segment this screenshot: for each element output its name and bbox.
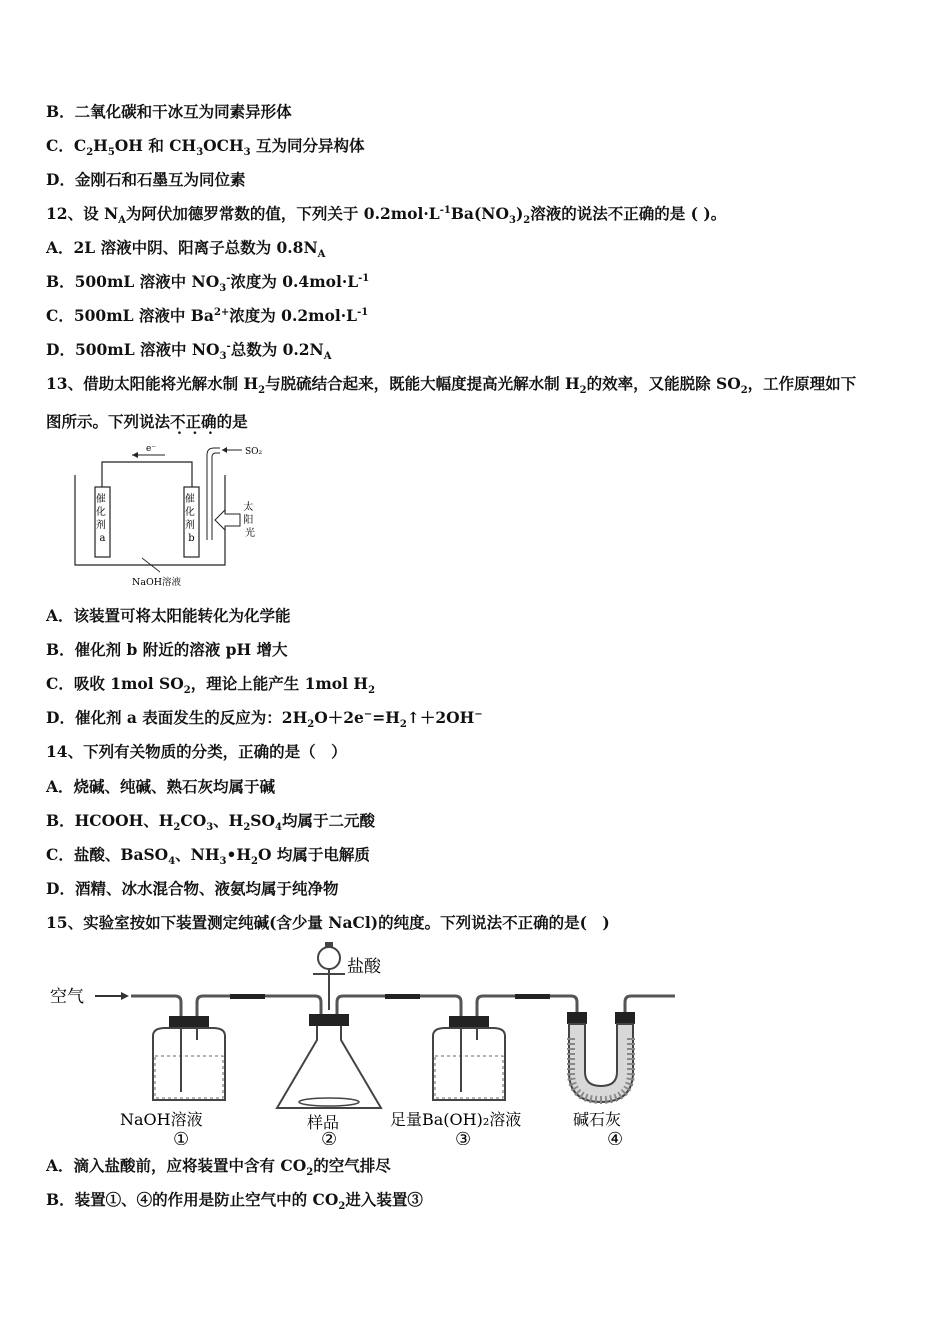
sunlight-arrow-icon [215,510,240,530]
q13-stem-line2: 图所示。下列说法不正确的是 [46,412,248,431]
q12-option-d: D．500mL 溶液中 $NO_3^-$总数为 $0.2N_A$ [46,340,332,363]
air-label: 空气 [50,987,84,1007]
q13-option-d: D．催化剂 a 表面发生的反应为：$2H_2O+2e^-=H_2↑+2OH^-$ [46,708,483,731]
svg-text:样品: 样品 [307,1113,340,1132]
svg-text:③: ③ [455,1129,472,1145]
q13-option-c: C．吸收 1mol $SO_2$，理论上能产生 1mol $H_2$ [46,674,376,697]
svg-text:催 化 剂 b: 催 化 剂 b [184,494,195,544]
svg-text:①: ① [173,1129,190,1145]
q15-option-a: A．滴入盐酸前，应将装置中含有 $CO_2$的空气排尽 [46,1156,391,1179]
q15-option-b: B．装置①、④的作用是防止空气中的 $CO_2$进入装置③ [46,1190,423,1213]
q12-option-c: C．500mL 溶液中 $Ba^{2+}$浓度为 $0.2mol\cdot L^{-1}$ [46,306,369,325]
q12-stem: 12、设 $N_A$为阿伏加德罗常数的值，下列关于 $0.2mol\cdot L^{-1}Ba(NO_3)_2$溶液的说法不正确的是 ( )。 [46,204,727,227]
acid-label: 盐酸 [347,957,381,977]
so2-label: SO₂ [245,447,263,457]
q11-option-b: B．二氧化碳和干冰互为同素异形体 [46,102,292,121]
q14-option-a: A．烧碱、纯碱、熟石灰均属于碱 [46,777,276,796]
bottle-3 [433,1016,505,1100]
q15-stem: 15、实验室按如下装置测定纯碱(含少量 NaCl)的纯度。下列说法不正确的是( ) [46,913,610,932]
electron-label: e⁻ [146,444,157,454]
q13-stem-line1: 13、借助太阳能将光解水制 $H_2$与脱硫结合起来，既能大幅度提高光解水制 $H_2$的效率，又能脱除 $SO_2$，工作原理如下 [46,374,857,397]
svg-text:催 化 剂 a: 催 化 剂 a [95,494,106,544]
q12-option-a: A．2L 溶液中阴、阳离子总数为 $0.8N_A$ [46,238,326,261]
apparatus-diagram [45,940,685,1149]
q14-option-d: D．酒精、冰水混合物、液氨均属于纯净物 [46,879,339,898]
q11-option-d: D．金刚石和石墨互为同位素 [46,170,246,189]
q13-option-a: A．该装置可将太阳能转化为化学能 [46,606,291,625]
flask-2 [277,942,382,1108]
q14-option-b: B．HCOOH、$H_2CO_3$、$H_2SO_4$均属于二元酸 [46,811,375,834]
q14-option-c: C．盐酸、BaSO$_4$、$NH_3•H_2O$ 均属于电解质 [46,845,370,868]
svg-text:碱石灰: 碱石灰 [573,1110,622,1129]
u-tube-4 [567,1012,635,1102]
svg-text:④: ④ [607,1129,624,1145]
q11-option-c: C．$C_2H_5OH$ 和 $CH_3OCH_3$ 互为同分异构体 [46,136,365,159]
svg-text:②: ② [321,1129,338,1145]
q12-option-b: B．500mL 溶液中 $NO_3^-$浓度为 $0.4mol\cdot L^{-1}$ [46,272,370,295]
electrolysis-diagram [70,440,270,599]
bottle-1 [153,1016,225,1100]
q14-stem: 14、下列有关物质的分类，正确的是（ ） [46,742,347,761]
naoh-solution-label: NaOH溶液 [132,577,182,588]
svg-text:太 阳 光: 太 阳 光 [243,502,255,539]
svg-text:NaOH溶液: NaOH溶液 [120,1110,203,1129]
svg-text:足量Ba(OH)₂溶液: 足量Ba(OH)₂溶液 [390,1110,522,1129]
q13-option-b: B．催化剂 b 附近的溶液 pH 增大 [46,640,288,659]
